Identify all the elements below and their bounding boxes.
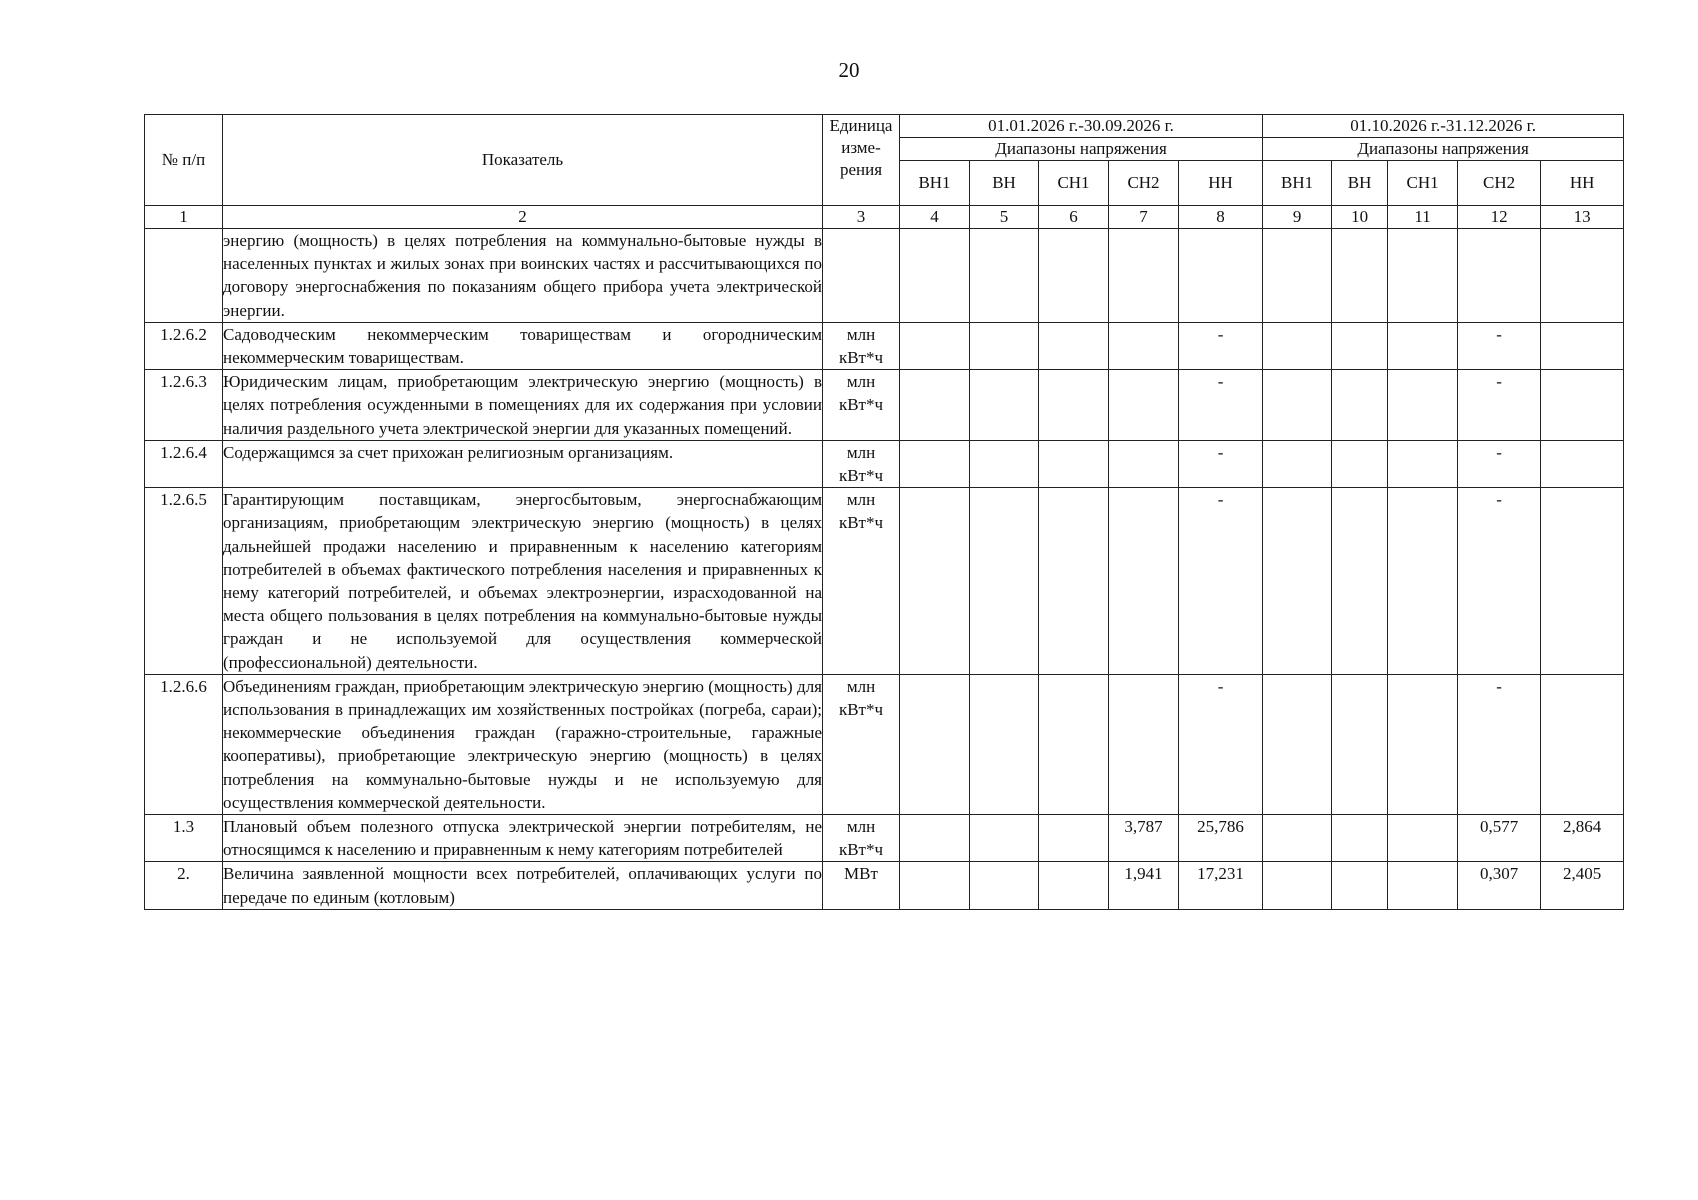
row-value [1541, 322, 1624, 369]
row-value [970, 229, 1039, 323]
header-voltage: ВН [970, 161, 1039, 206]
row-value [1263, 322, 1332, 369]
row-value: 1,941 [1109, 862, 1179, 909]
row-value [1039, 440, 1109, 487]
column-number: 12 [1458, 206, 1541, 229]
table-body [145, 229, 1624, 910]
row-value [1109, 674, 1179, 814]
row-value: - [1179, 370, 1263, 441]
row-value [1109, 229, 1179, 323]
row-value [1332, 815, 1388, 862]
row-value [1332, 370, 1388, 441]
row-value [1388, 815, 1458, 862]
row-value [1109, 370, 1179, 441]
row-value: 3,787 [1109, 815, 1179, 862]
column-number: 2 [223, 206, 823, 229]
header-num: № п/п [145, 115, 223, 206]
row-value [900, 815, 970, 862]
row-unit: млн кВт*ч [823, 440, 900, 487]
row-value [970, 862, 1039, 909]
row-value: - [1458, 674, 1541, 814]
row-value [1039, 488, 1109, 675]
row-unit: млн кВт*ч [823, 488, 900, 675]
row-number: 1.2.6.3 [145, 370, 223, 441]
row-value [1541, 674, 1624, 814]
row-value [1263, 862, 1332, 909]
header-voltage: СН2 [1458, 161, 1541, 206]
row-value [1109, 440, 1179, 487]
column-number: 10 [1332, 206, 1388, 229]
row-value: - [1179, 322, 1263, 369]
row-unit: млн кВт*ч [823, 815, 900, 862]
row-value [1332, 488, 1388, 675]
row-value [1263, 229, 1332, 323]
table-row [145, 674, 1624, 814]
row-value [1263, 370, 1332, 441]
row-indicator-text: Плановый объем полезного отпуска электрической энергии потребителям, не относящимся к населению и приравненным к нему категориям потребителей [223, 815, 823, 862]
row-value [1541, 229, 1624, 323]
table-row [145, 322, 1624, 369]
row-value [1388, 322, 1458, 369]
column-number: 11 [1388, 206, 1458, 229]
header-voltage: СН1 [1039, 161, 1109, 206]
table-row [145, 440, 1624, 487]
row-value [1039, 862, 1109, 909]
row-value [1179, 229, 1263, 323]
row-value [1388, 674, 1458, 814]
row-value [900, 370, 970, 441]
row-value [900, 322, 970, 369]
row-value [970, 674, 1039, 814]
row-unit: млн кВт*ч [823, 674, 900, 814]
row-value: - [1458, 322, 1541, 369]
row-unit: млн кВт*ч [823, 370, 900, 441]
row-value [1039, 322, 1109, 369]
row-value: 17,231 [1179, 862, 1263, 909]
row-value [1332, 674, 1388, 814]
column-number: 5 [970, 206, 1039, 229]
header-voltage: ВН1 [1263, 161, 1332, 206]
row-value [970, 815, 1039, 862]
header-voltage: ВН [1332, 161, 1388, 206]
header-period-1: 01.01.2026 г.-30.09.2026 г. [900, 115, 1263, 138]
row-value [1388, 229, 1458, 323]
row-value [970, 440, 1039, 487]
header-voltage: СН2 [1109, 161, 1179, 206]
column-number: 9 [1263, 206, 1332, 229]
row-value [970, 322, 1039, 369]
row-number: 1.2.6.5 [145, 488, 223, 675]
row-value [900, 229, 970, 323]
row-value [1039, 229, 1109, 323]
header-unit: Единица изме-рения [823, 115, 900, 206]
row-indicator-text: энергию (мощность) в целях потребления на коммунально-бытовые нужды в населенных пунктах и жилых зонах при воинских частях и рассчитывающихся по договору энергоснабжения по показаниям общего прибора учета электрической энергии. [223, 229, 823, 323]
row-value: - [1179, 488, 1263, 675]
header-voltage-ranges-1: Диапазоны напряжения [900, 138, 1263, 161]
row-value [1388, 440, 1458, 487]
header-voltage-ranges-2: Диапазоны напряжения [1263, 138, 1624, 161]
header-voltage: НН [1179, 161, 1263, 206]
row-value [900, 488, 970, 675]
column-number: 6 [1039, 206, 1109, 229]
row-value [1039, 674, 1109, 814]
column-number: 7 [1109, 206, 1179, 229]
row-indicator-text: Гарантирующим поставщикам, энергосбытовым, энергоснабжающим организациям, приобретающим электрическую энергию (мощность) в целях дальнейшей продажи населению и приравненным к населению категориям потребителей в объемах фактического потребления населения и приравненных к нему категорий потребителей, и объемах электроэнергии, израсходованной на места общего пользования в целях потребления на коммунально-бытовые нужды граждан и не используемой для осуществления коммерческой (профессиональной) деятельности. [223, 488, 823, 675]
header-indicator: Показатель [223, 115, 823, 206]
table-row [145, 229, 1624, 323]
row-number: 1.3 [145, 815, 223, 862]
row-value [1332, 440, 1388, 487]
tariff-table [144, 114, 1624, 910]
row-value: - [1179, 440, 1263, 487]
row-value [1109, 322, 1179, 369]
row-value [1039, 370, 1109, 441]
row-value [970, 370, 1039, 441]
header-voltage: ВН1 [900, 161, 970, 206]
row-value [1332, 322, 1388, 369]
row-value [1541, 488, 1624, 675]
column-number: 1 [145, 206, 223, 229]
table-row [145, 815, 1624, 862]
row-number [145, 229, 223, 323]
row-indicator-text: Объединениям граждан, приобретающим электрическую энергию (мощность) для использования в принадлежащих им хозяйственных постройках (погреба, сараи); некоммерческие объединения граждан (гаражно-строительные, гаражные кооперативы), приобретающие электрическую энергию (мощность) в целях потребления на коммунально-бытовые нужды и не используемую для осуществления коммерческой деятельности. [223, 674, 823, 814]
row-value [1263, 674, 1332, 814]
row-unit: млн кВт*ч [823, 322, 900, 369]
row-value [1263, 440, 1332, 487]
row-value: 2,405 [1541, 862, 1624, 909]
row-value [1388, 488, 1458, 675]
header-voltage: НН [1541, 161, 1624, 206]
row-value: 25,786 [1179, 815, 1263, 862]
row-value [1263, 815, 1332, 862]
row-value: 0,307 [1458, 862, 1541, 909]
row-indicator-text: Содержащимся за счет прихожан религиозным организациям. [223, 440, 823, 487]
row-value [900, 440, 970, 487]
row-value [1388, 370, 1458, 441]
column-number: 13 [1541, 206, 1624, 229]
row-unit: МВт [823, 862, 900, 909]
row-value: - [1458, 488, 1541, 675]
row-value [900, 674, 970, 814]
row-value [1541, 440, 1624, 487]
row-value [1388, 862, 1458, 909]
row-value [1332, 229, 1388, 323]
header-voltage: СН1 [1388, 161, 1458, 206]
row-number: 1.2.6.6 [145, 674, 223, 814]
table-row [145, 370, 1624, 441]
row-value [1458, 229, 1541, 323]
row-unit [823, 229, 900, 323]
row-value [1109, 488, 1179, 675]
page-number: 20 [838, 58, 860, 82]
row-number: 2. [145, 862, 223, 909]
column-number: 3 [823, 206, 900, 229]
column-number: 8 [1179, 206, 1263, 229]
row-number: 1.2.6.4 [145, 440, 223, 487]
table-row [145, 488, 1624, 675]
row-value: - [1179, 674, 1263, 814]
row-value [1332, 862, 1388, 909]
table-row [145, 862, 1624, 909]
row-value: 0,577 [1458, 815, 1541, 862]
row-value [1263, 488, 1332, 675]
row-value [1039, 815, 1109, 862]
row-value: - [1458, 440, 1541, 487]
row-indicator-text: Юридическим лицам, приобретающим электрическую энергию (мощность) в целях потребления осужденными в помещениях для их содержания при условии наличия раздельного учета электрической энергии для указанных помещений. [223, 370, 823, 441]
row-value: - [1458, 370, 1541, 441]
column-numbers-row [145, 206, 1624, 229]
column-number: 4 [900, 206, 970, 229]
row-indicator-text: Величина заявленной мощности всех потребителей, оплачивающих услуги по передаче по единым (котловым) [223, 862, 823, 909]
row-value: 2,864 [1541, 815, 1624, 862]
row-number: 1.2.6.2 [145, 322, 223, 369]
row-value [970, 488, 1039, 675]
header-period-2: 01.10.2026 г.-31.12.2026 г. [1263, 115, 1624, 138]
row-value [1541, 370, 1624, 441]
row-value [900, 862, 970, 909]
row-indicator-text: Садоводческим некоммерческим товариществам и огородническим некоммерческим товариществам. [223, 322, 823, 369]
